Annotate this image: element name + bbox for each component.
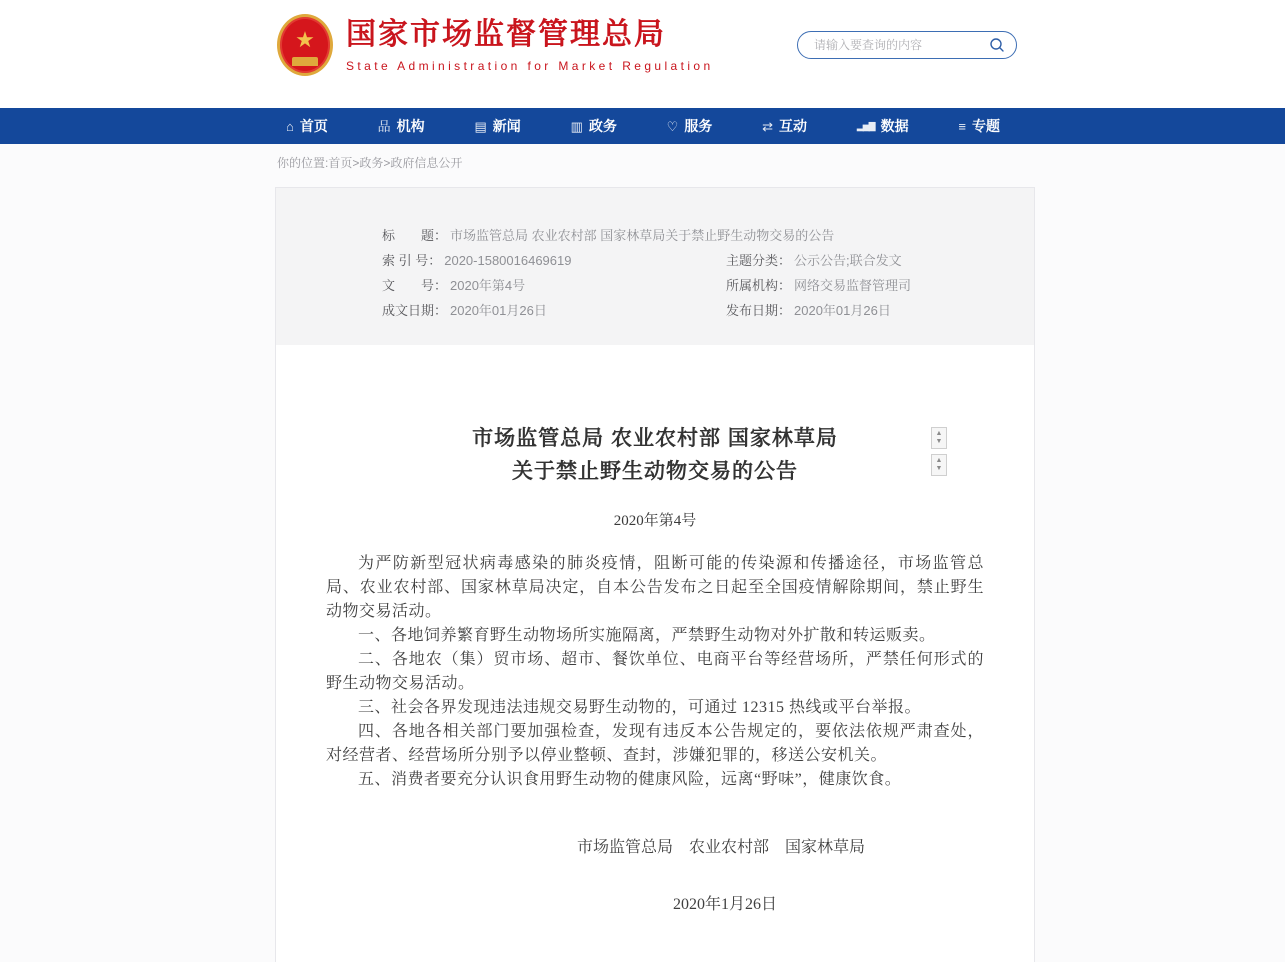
meta-written-label: 成文日期： [382, 303, 448, 318]
arrow-down-icon[interactable]: ▼ [935, 465, 943, 472]
nav-label: 服务 [684, 118, 713, 134]
paragraph: 五、消费者要充分认识食用野生动物的健康风险，远离“野味”，健康饮食。 [358, 771, 902, 789]
nav-item-org[interactable] [378, 116, 425, 136]
search-icon[interactable] [989, 37, 1005, 53]
meta-docno [382, 278, 726, 294]
document-body [276, 345, 1034, 944]
paragraph: 二、各地农（集）贸市场、超市、餐饮单位、电商平台等经营场所，严禁任何形式的野生动物交易活动。 [326, 651, 984, 693]
nav-item-news[interactable] [474, 116, 520, 136]
nav-label: 互动 [779, 118, 808, 134]
meta-grid [382, 253, 1004, 319]
meta-docno-value: 2020年第4号 [450, 278, 526, 293]
document-text [326, 552, 984, 792]
document-icon: ▥ [570, 118, 583, 134]
star-icon: ★ [295, 27, 315, 52]
font-larger-spinner[interactable] [931, 427, 947, 449]
nav-item-home[interactable] [286, 116, 328, 136]
paragraph: 四、各地各相关部门要加强检查，发现有违反本公告规定的，要依法依规严肃查处，对经营者、经营场所分别予以停业整顿、查封，涉嫌犯罪的，移送公安机关。 [326, 723, 984, 765]
meta-index-label: 索 引 号： [382, 253, 442, 268]
nav-label: 数据 [880, 118, 909, 134]
nav-item-topics[interactable] [958, 116, 1000, 136]
emblem-gate-icon [292, 57, 318, 66]
org-chart-icon: 品 [377, 118, 391, 134]
document-title-line2: 关于禁止野生动物交易的公告 [512, 459, 798, 483]
national-emblem-logo [277, 14, 333, 76]
meta-subject-label: 主题分类： [726, 253, 792, 268]
document-meta-panel [276, 188, 1034, 345]
nav-label: 首页 [299, 118, 328, 134]
meta-org-label: 所属机构： [726, 278, 792, 293]
arrow-up-icon[interactable]: ▲ [935, 430, 943, 437]
arrow-up-icon[interactable]: ▲ [935, 457, 943, 464]
bar-chart-icon: ▂▅▇ [856, 120, 875, 131]
meta-title-label: 标 题： [382, 228, 448, 243]
document-date: 2020年1月26日 [672, 896, 777, 914]
meta-subject [726, 253, 1004, 269]
meta-row-title [382, 228, 1004, 244]
font-size-controls [931, 427, 947, 481]
nav-item-gov-affairs[interactable] [571, 116, 617, 136]
org-subtitle: State Administration for Market Regulation [346, 58, 714, 73]
breadcrumb [0, 144, 1285, 187]
nav-inner [286, 108, 1000, 144]
newspaper-icon: ▤ [474, 118, 487, 134]
breadcrumb-prefix: 你的位置: [277, 156, 329, 170]
meta-subject-value: 公示公告;联合发文 [794, 253, 902, 268]
brand-text [346, 18, 714, 73]
nav-label: 机构 [396, 118, 425, 134]
meta-index [382, 253, 726, 269]
site-header [0, 0, 1285, 108]
arrow-down-icon[interactable]: ▼ [935, 438, 943, 445]
nav-item-data[interactable] [857, 116, 909, 136]
breadcrumb-separator: > [352, 156, 360, 170]
search-input[interactable] [812, 37, 989, 53]
org-title: 国家市场监督管理总局 [346, 17, 666, 51]
nav-label: 政务 [588, 118, 617, 134]
paragraph: 一、各地饲养繁育野生动物场所实施隔离，严禁野生动物对外扩散和转运贩卖。 [358, 627, 936, 645]
meta-title-value: 市场监管总局 农业农村部 国家林草局关于禁止野生动物交易的公告 [450, 228, 835, 243]
brand[interactable] [277, 14, 714, 76]
search-box [797, 31, 1017, 59]
nav-item-services[interactable] [667, 116, 713, 136]
meta-pub-date [726, 303, 1004, 319]
list-icon: ≡ [958, 118, 966, 134]
meta-index-value: 2020-1580016469619 [444, 253, 572, 268]
document-signature: 市场监管总局 农业农村部 国家林草局 [576, 839, 865, 857]
home-icon: ⌂ [286, 118, 294, 134]
breadcrumb-link-info-disclosure[interactable]: 政府信息公开 [390, 156, 463, 170]
breadcrumb-link-gov[interactable]: 政务 [359, 156, 384, 170]
document-number: 2020年第4号 [613, 513, 697, 530]
meta-docno-label: 文 号： [382, 278, 448, 293]
document-title [276, 423, 1034, 488]
heart-icon: ♡ [666, 118, 679, 134]
font-smaller-spinner[interactable] [931, 454, 947, 476]
meta-org-value: 网络交易监督管理司 [794, 278, 912, 293]
breadcrumb-separator: > [383, 156, 391, 170]
meta-written-value: 2020年01月26日 [450, 303, 547, 318]
meta-pub-label: 发布日期： [726, 303, 792, 318]
content-column [275, 187, 1035, 962]
nav-item-interaction[interactable] [762, 116, 807, 136]
exchange-arrows-icon: ⇄ [762, 118, 774, 134]
meta-written-date [382, 303, 726, 319]
paragraph: 三、社会各界发现违法违规交易野生动物的，可通过 12315 热线或平台举报。 [358, 699, 922, 717]
meta-org [726, 278, 1004, 294]
nav-label: 专题 [971, 118, 1000, 134]
paragraph: 为严防新型冠状病毒感染的肺炎疫情，阻断可能的传染源和传播途径，市场监管总局、农业农村部、国家林草局决定，自本公告发布之日起至全国疫情解除期间，禁止野生动物交易活动。 [326, 555, 984, 621]
main-nav [0, 108, 1285, 144]
breadcrumb-link-home[interactable]: 首页 [328, 156, 353, 170]
meta-pub-value: 2020年01月26日 [794, 303, 891, 318]
document-title-line1: 市场监管总局 农业农村部 国家林草局 [472, 427, 838, 450]
nav-label: 新闻 [492, 118, 521, 134]
